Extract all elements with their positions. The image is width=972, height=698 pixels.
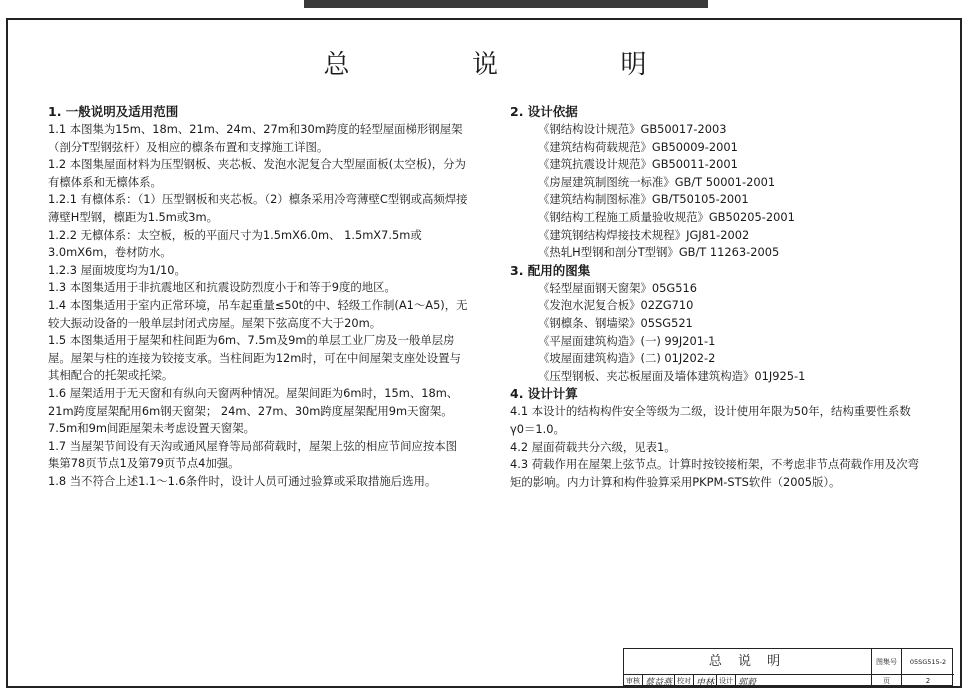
para-1-3: 1.3 本图集适用于非抗震地区和抗震设防烈度小于和等于9度的地区。 [48, 280, 396, 295]
para-1-5: 1.5 本图集适用于屋架和柱间距为6m、7.5m及9m的单层工业厂房及一般单层房屋。屋架与柱的连接为铰接支承。当柱间距为12m时，可在中间屋架支座处设置与其相配合的托架或托梁。 [48, 333, 461, 383]
page-label: 页 [872, 675, 902, 687]
sig-label-review: 审核 [626, 677, 640, 685]
para-1-1: 1.1 本图集为15m、18m、21m、24m、27m和30m跨度的轻型屋面梯形钢屋架（剖分T型钢弦杆）及相应的檩条布置和支撑施工详图。 [48, 122, 463, 154]
para-1-2-3: 1.2.3 屋面坡度均为1/10。 [48, 262, 186, 277]
para-1-6: 1.6 屋架适用于无天窗和有纵向天窗两种情况。屋架间距为6m时，15m、18m、 21m跨度屋架配用6m钢天窗架； 24m、27m、30m跨度屋架配用9m天窗架。7.5m和9m间距屋架未考虑设置天窗架。 [48, 385, 459, 436]
atlas-item: 《坡屋面建筑构造》(二) 01J202-2 [538, 351, 716, 366]
right-column [510, 103, 920, 491]
signature-row [624, 675, 872, 687]
standard-item: 《建筑抗震设计规范》GB50011-2001 [538, 157, 738, 172]
standard-item: 《热轧H型钢和剖分T型钢》GB/T 11263-2005 [538, 245, 780, 260]
standard-item: 《钢结构工程施工质量验收规范》GB50205-2001 [538, 209, 795, 224]
standard-item: 《建筑钢结构焊接技术规程》JGJ81-2002 [538, 227, 750, 242]
page-title [0, 44, 972, 81]
para-1-4: 1.4 本图集适用于室内正常环境，吊车起重量≤50t的中、轻级工作制(A1～A5)，无较大振动设备的一般单层封闭式房屋。屋架下弦高度不大于20m。 [48, 297, 468, 330]
para-4-3: 4.3 荷载作用在屋架上弦节点。计算时按铰接桁架，不考虑非节点荷载作用及次弯矩的影响。内力计算和构件验算采用PKPM-STS软件（2005版）。 [510, 457, 920, 489]
para-4-2: 4.2 屋面荷载共分六级，见表1。 [510, 439, 676, 454]
section-3-heading: 3. 配用的图集 [510, 262, 591, 278]
title-char-2: 说 [471, 50, 500, 80]
atlas-item: 《发泡水泥复合板》02ZG710 [538, 298, 694, 313]
title-block [623, 648, 953, 686]
para-1-2-1: 1.2.1 有檩体系：（1）压型钢板和夹芯板。（2）檩条采用冷弯薄壁C型钢或高频焊接薄壁H型钢，檩距为1.5m或3m。 [48, 192, 468, 224]
para-4-1: 4.1 本设计的结构构件安全等级为二级，设计使用年限为50年，结构重要性系数γ0＝1.0。 [510, 404, 911, 436]
section-4-heading: 4. 设计计算 [510, 386, 578, 402]
section-2-heading: 2. 设计依据 [510, 104, 578, 119]
atlas-item: 《钢檩条、钢墙梁》05SG521 [538, 315, 693, 330]
atlas-item: 《平屋面建筑构造》(一) 99J201-1 [538, 333, 716, 348]
para-1-8: 1.8 当不符合上述1.1～1.6条件时，设计人员可通过验算或采取措施后选用。 [48, 473, 437, 488]
para-1-2: 1.2 本图集屋面材料为压型钢板、夹芯板、发泡水泥复合大型屋面板(太空板)，分为有檩体系和无檩体系。 [48, 157, 466, 189]
sig-label-design: 设计 [719, 677, 734, 685]
title-char-3: 明 [620, 50, 649, 80]
standard-item: 《钢结构设计规范》GB50017-2003 [538, 122, 727, 136]
standard-item: 《建筑结构荷载规范》GB50009-2001 [538, 139, 738, 154]
scan-top-bar [304, 0, 708, 8]
atlas-item: 《压型钢板、夹芯板屋面及墙体建筑构造》01J925-1 [538, 368, 806, 383]
left-column [48, 103, 468, 490]
sig-designer: 郭毅 [738, 677, 757, 688]
sig-checker: 申林 [696, 677, 715, 688]
standard-item: 《建筑结构制图标准》GB/T50105-2001 [538, 192, 749, 207]
section-1-heading: 1. 一般说明及适用范围 [48, 104, 179, 119]
atlas-label: 图集号 [872, 649, 902, 675]
atlas-number: 05SG515-2 [902, 649, 954, 675]
title-block-name: 总 说 明 [624, 649, 872, 675]
page-number: 2 [925, 677, 931, 685]
atlas-item: 《轻型屋面钢天窗架》05G516 [538, 280, 697, 295]
title-char-1: 总 [323, 50, 352, 80]
para-1-2-2: 1.2.2 无檩体系：太空板，板的平面尺寸为1.5mX6.0m、 1.5mX7.5m或3.0mX6m，卷材防水。 [48, 227, 422, 260]
sig-label-check: 校对 [677, 677, 692, 685]
standard-item: 《房屋建筑制图统一标准》GB/T 50001-2001 [538, 174, 776, 189]
para-1-7: 1.7 当屋架节间设有天沟或通风屋脊等局部荷载时，屋架上弦的相应节间应按本图集第78页节点1及第79页节点4加强。 [48, 438, 458, 471]
sig-reviewer: 蔡益燕 [645, 677, 673, 688]
